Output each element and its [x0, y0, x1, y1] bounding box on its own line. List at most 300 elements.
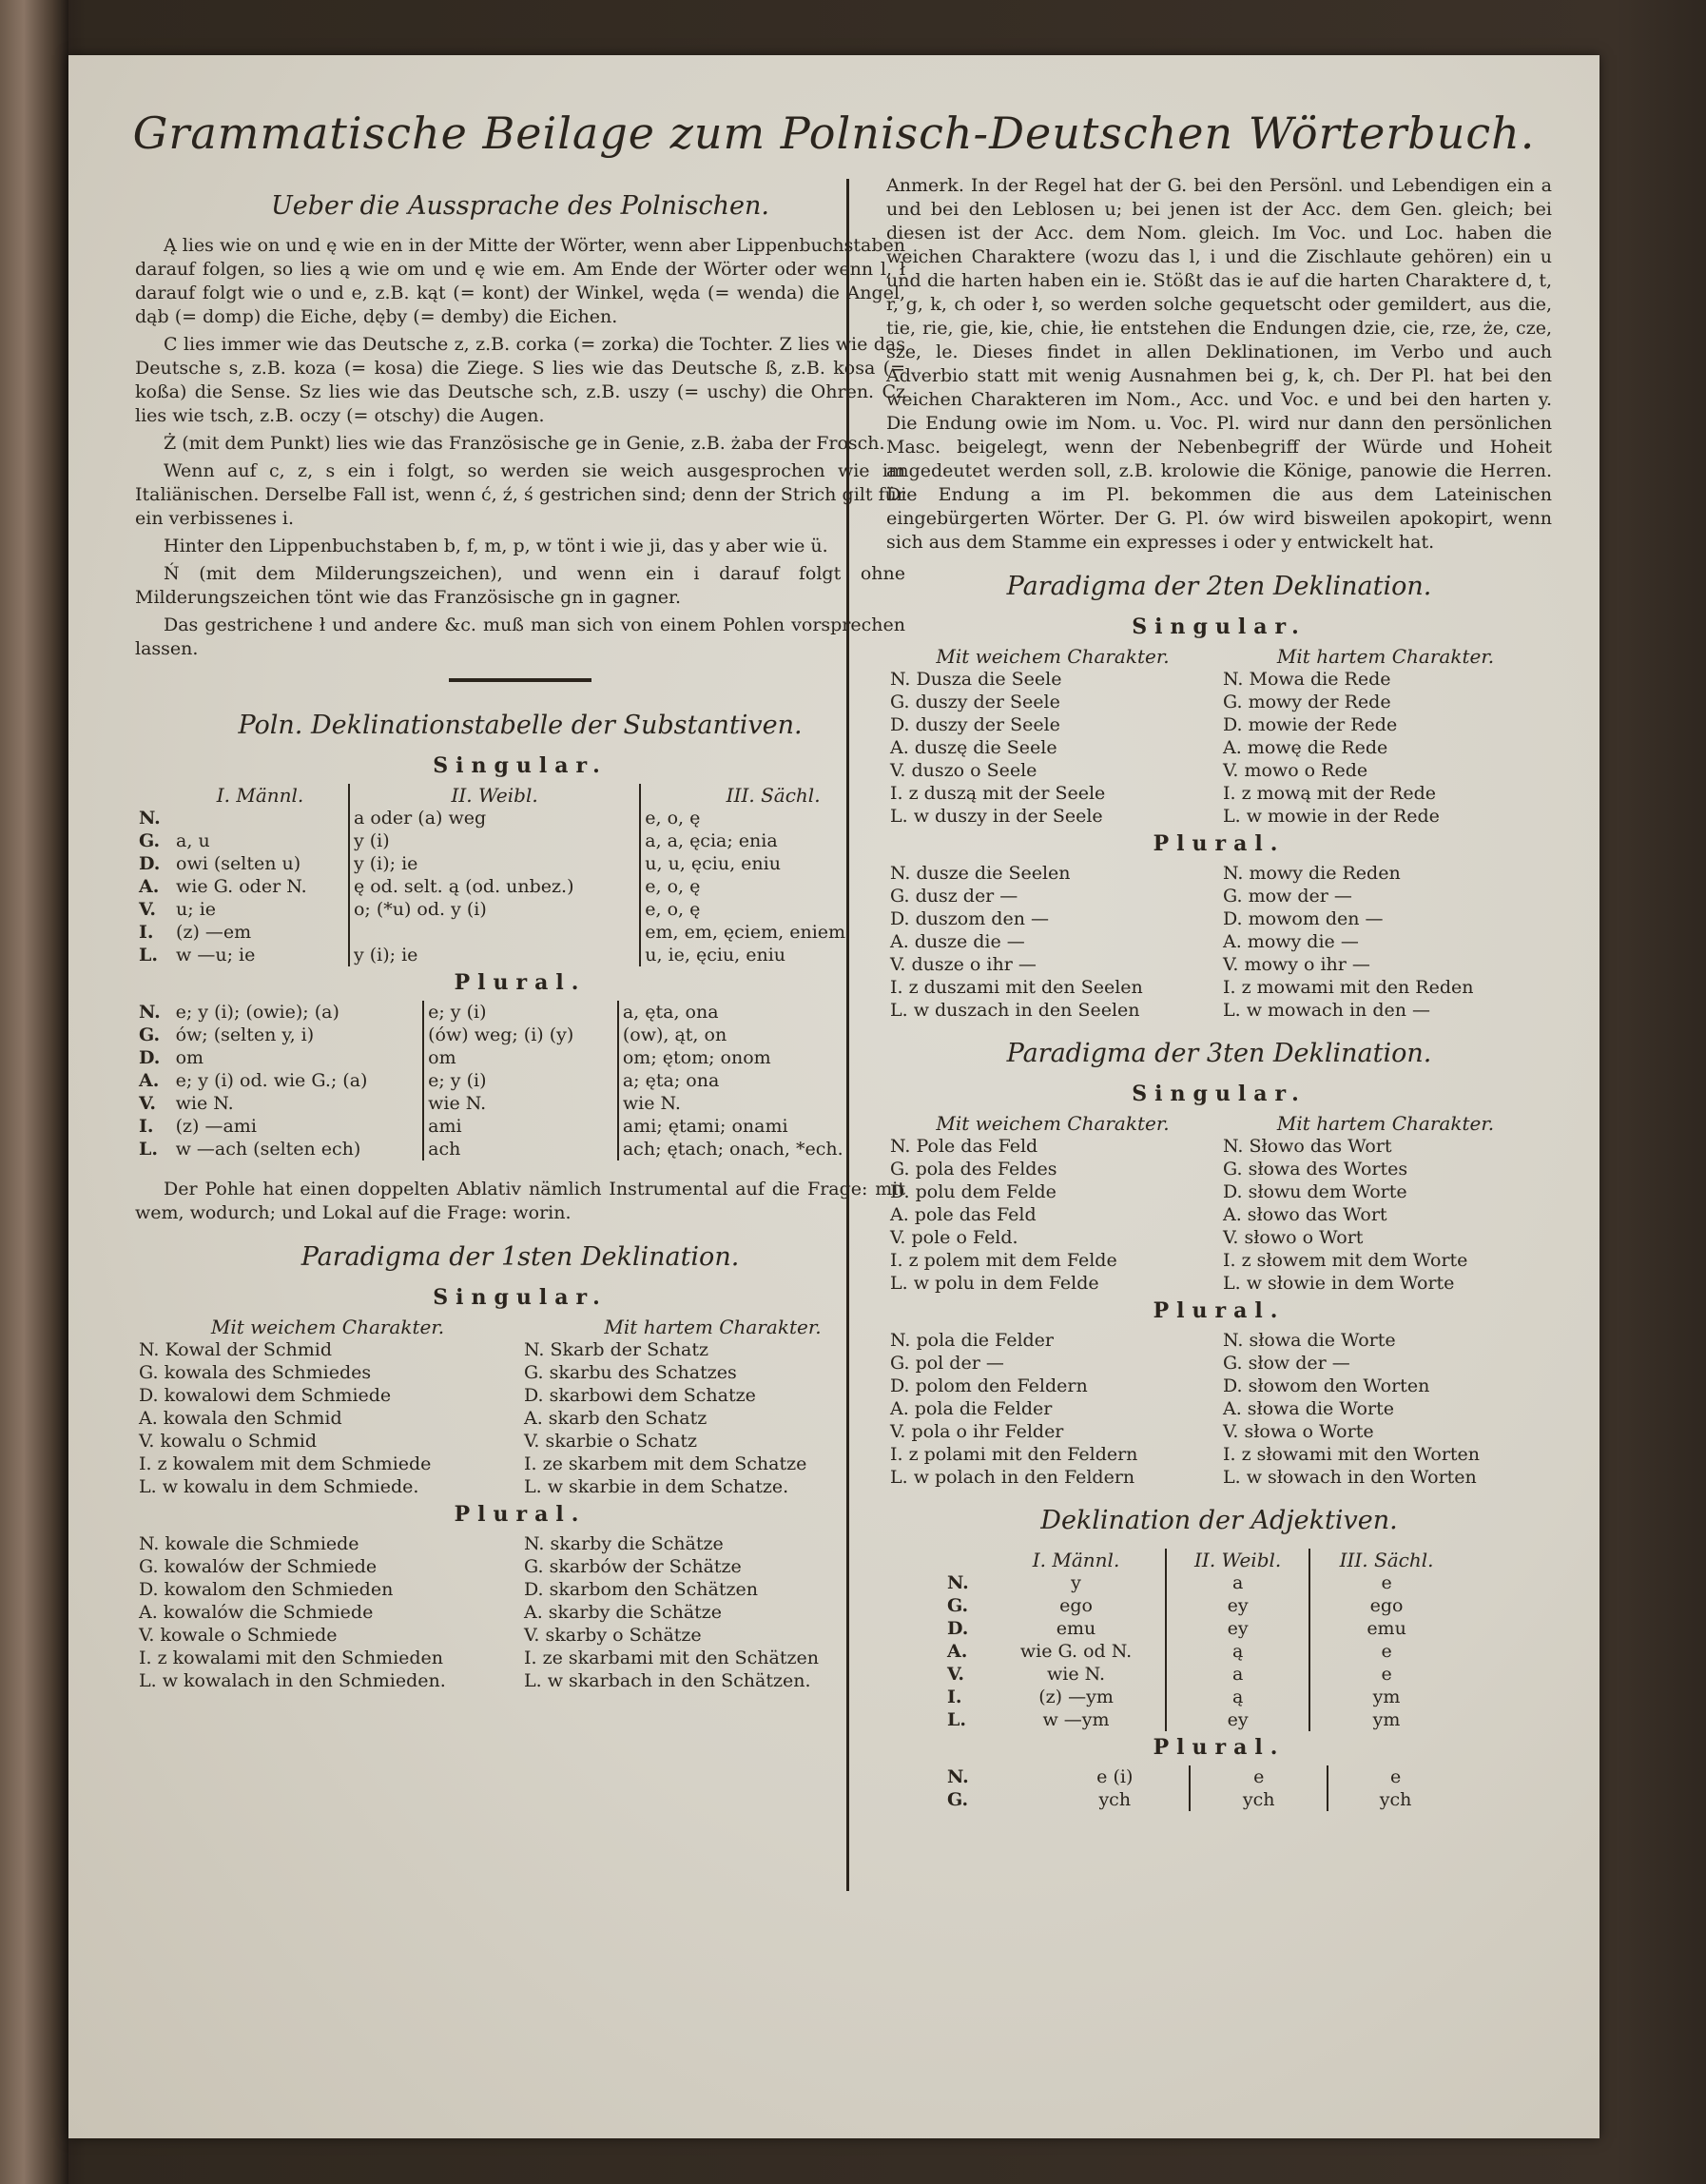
- paradigm-cell: V. skarbie o Schatz: [524, 1431, 698, 1452]
- table-cell: (z) —ami: [175, 1116, 257, 1137]
- table-cell: a; ęta; ona: [622, 1070, 720, 1091]
- paradigm-cell: N. mowy die Reden: [1223, 863, 1401, 884]
- table-cell: y (i); ie: [349, 852, 640, 875]
- table-row: [943, 1686, 1463, 1708]
- paradigm-cell: A. pole das Feld: [890, 1204, 1037, 1225]
- table-header-cell: II. Weibl.: [1166, 1549, 1309, 1571]
- paradigm-cell: I. z polami mit den Feldern: [890, 1444, 1138, 1465]
- paradigm-cell: I. z polem mit dem Felde: [890, 1250, 1117, 1271]
- table-cell: wie N.: [423, 1092, 618, 1115]
- table-cell: wie N.: [1047, 1664, 1106, 1685]
- table-cell: ego: [1369, 1595, 1404, 1616]
- table-cell: a: [1166, 1571, 1309, 1594]
- paradigm-cell: G. mow der —: [1223, 886, 1352, 907]
- table-row: [943, 1640, 1463, 1663]
- table-cell: e: [1381, 1664, 1392, 1685]
- paradigm-cell: A. pola die Felder: [890, 1398, 1053, 1419]
- table-cell: ami: [423, 1115, 618, 1138]
- page-title: Grammatische Beilage zum Polnisch-Deutschen Wörterbuch.: [132, 107, 1536, 159]
- paradigm-row: [886, 691, 1552, 713]
- paradigm2-plural-label: Plural.: [1153, 831, 1286, 856]
- table-row: [135, 1001, 905, 1024]
- paradigm-cell: G. pol der —: [890, 1353, 1004, 1374]
- table-cell: a: [1166, 1663, 1309, 1686]
- paradigm-row: [135, 1669, 905, 1692]
- table-cell: e: [1381, 1641, 1392, 1662]
- table-header-cell: I. Männl.: [216, 784, 304, 807]
- paradigm-row: [135, 1601, 905, 1624]
- paradigm-cell: L. w polach in den Feldern: [890, 1467, 1135, 1488]
- paradigm-cell: L. w duszach in den Seelen: [890, 1000, 1140, 1021]
- table-cell: I.: [139, 922, 154, 943]
- paradigm-row: [886, 953, 1552, 976]
- paradigm-cell: D. duszom den —: [890, 908, 1049, 929]
- paradigm-cell: L. w słowach in den Worten: [1223, 1467, 1477, 1488]
- paradigm-cell: A. mowy die —: [1223, 931, 1359, 952]
- table-cell: ym: [1372, 1709, 1401, 1730]
- table-header-cell: [943, 1549, 987, 1571]
- table-cell: om; ętom; onom: [622, 1047, 771, 1068]
- paradigm-row: [886, 907, 1552, 930]
- singular-label: Singular.: [433, 753, 608, 778]
- table-cell: ych: [1190, 1788, 1328, 1811]
- paradigm-cell: L. w kowalu in dem Schmiede.: [139, 1476, 419, 1497]
- paradigm1-singular: [135, 1316, 905, 1498]
- table-row: [135, 807, 905, 829]
- paradigm-row: [135, 1555, 905, 1578]
- table-cell: om: [423, 1046, 618, 1069]
- table-cell: G.: [139, 830, 161, 851]
- paradigm-cell: G. słowa des Wortes: [1223, 1159, 1408, 1180]
- table-cell: wie N.: [622, 1093, 681, 1114]
- paradigm1-plural-label: Plural.: [454, 1502, 587, 1527]
- paradigm2-heading: Paradigma der 2ten Deklination.: [1006, 572, 1432, 601]
- left-column: [135, 174, 905, 1692]
- paradigm-cell: A. kowala den Schmid: [139, 1408, 342, 1429]
- table-cell: ym: [1372, 1687, 1401, 1707]
- paradigm-cell: V. pole o Feld.: [890, 1227, 1018, 1248]
- table-cell: D.: [139, 853, 161, 874]
- paradigm-cell: L. w słowie in dem Worte: [1223, 1273, 1455, 1294]
- table-cell: e, o, ę: [645, 876, 701, 897]
- paradigm-cell: V. skarby o Schätze: [524, 1625, 702, 1646]
- paradigm-cell: V. kowalu o Schmid: [139, 1431, 318, 1452]
- table-cell: a, ęta, ona: [622, 1002, 719, 1023]
- table-header-cell: [135, 784, 172, 807]
- paradigm-row: [135, 1361, 905, 1384]
- paradigm-header-row: [886, 1112, 1552, 1135]
- paradigm-cell: N. Skarb der Schatz: [524, 1339, 709, 1360]
- weich-label: Mit weichem Charakter.: [936, 1112, 1170, 1135]
- paradigm-row: [135, 1647, 905, 1669]
- table-cell: N.: [947, 1766, 969, 1787]
- table-cell: ey: [1166, 1594, 1309, 1617]
- pronunciation-paragraph: C lies immer wie das Deutsche z, z.B. corka (= zorka) die Tochter. Z lies wie das Deutsche s, z.B. koza (= kosa) die Ziege. S lies wie das Deutsche ß, z.B. kosa (= koßa) die Sense. Sz lies wie das Deutsche sch, z.B. uszy (= uschy) die Ohren. Cz lies wie tsch, z.B. oczy (= otschy) die Augen.: [135, 334, 905, 426]
- paradigm-row: [135, 1407, 905, 1430]
- table-row: [135, 1092, 905, 1115]
- table-cell: a, a, ęcia; enia: [645, 830, 778, 851]
- paradigm-cell: A. skarb den Schatz: [524, 1408, 708, 1429]
- paradigm-cell: D. słowom den Worten: [1223, 1375, 1430, 1396]
- paradigm-row: [135, 1578, 905, 1601]
- table-cell: L.: [139, 1139, 158, 1160]
- paradigm-row: [886, 1226, 1552, 1249]
- paradigm-cell: V. duszo o Seele: [890, 760, 1037, 781]
- table-cell: a oder (a) weg: [349, 807, 640, 829]
- plural-label: Plural.: [454, 970, 587, 995]
- paradigm-cell: N. skarby die Schätze: [524, 1533, 724, 1554]
- table-cell: emu: [1056, 1618, 1096, 1639]
- paradigm-cell: N. kowale die Schmiede: [139, 1533, 359, 1554]
- table-header-cell: III. Sächl.: [1339, 1549, 1434, 1571]
- table-cell: e: [1381, 1572, 1392, 1593]
- table-cell: e: [1190, 1765, 1328, 1788]
- pronunciation-text: [135, 234, 905, 661]
- paradigm-row: [886, 1466, 1552, 1489]
- book-spine: [0, 0, 68, 2184]
- table-cell: e, o, ę: [645, 899, 701, 920]
- adjective-table-plural: [943, 1765, 1463, 1811]
- paradigm-cell: A. skarby die Schätze: [524, 1602, 723, 1623]
- paradigm-row: [886, 736, 1552, 759]
- paradigm-cell: D. skarbom den Schätzen: [524, 1579, 758, 1600]
- table-cell: em, em, ęciem, eniem: [645, 922, 846, 943]
- table-cell: L.: [947, 1709, 966, 1730]
- weich-label: Mit weichem Charakter.: [210, 1316, 445, 1338]
- paradigm-cell: I. z słowami mit den Worten: [1223, 1444, 1481, 1465]
- table-cell: ey: [1166, 1708, 1309, 1731]
- table-row: [943, 1788, 1463, 1811]
- table-row: [943, 1594, 1463, 1617]
- table-cell: V.: [139, 1093, 157, 1114]
- paradigm1-singular-label: Singular.: [433, 1285, 608, 1310]
- hart-label: Mit hartem Charakter.: [1276, 1112, 1495, 1135]
- table-cell: owi (selten u): [176, 853, 301, 874]
- adjective-table-singular: [943, 1549, 1463, 1731]
- table-cell: wie G. od N.: [1019, 1641, 1133, 1662]
- paradigm-row: [886, 1272, 1552, 1295]
- table-cell: ych: [1379, 1789, 1412, 1810]
- table-row: [943, 1663, 1463, 1686]
- table-cell: e (i): [1096, 1766, 1134, 1787]
- paradigm-cell: V. dusze o ihr —: [890, 954, 1037, 975]
- table-cell: w —ach (selten ech): [175, 1139, 361, 1160]
- paradigm-row: [886, 1158, 1552, 1180]
- paradigm-cell: A. mowę die Rede: [1223, 737, 1388, 758]
- paradigm-row: [886, 759, 1552, 782]
- paradigm-row: [886, 805, 1552, 828]
- table-cell: ach: [423, 1138, 618, 1160]
- paradigm-row: [135, 1475, 905, 1498]
- paradigm-cell: A. duszę die Seele: [890, 737, 1057, 758]
- paradigm-row: [886, 1203, 1552, 1226]
- table-cell: D.: [139, 1047, 161, 1068]
- paradigm-cell: A. słowa die Worte: [1223, 1398, 1394, 1419]
- paradigm-cell: N. dusze die Seelen: [890, 863, 1071, 884]
- paradigm-cell: N. Kowal der Schmid: [139, 1339, 332, 1360]
- hart-label: Mit hartem Charakter.: [604, 1316, 822, 1338]
- table-row: [943, 1708, 1463, 1731]
- table-header-row: [135, 784, 905, 807]
- paradigm-cell: V. kowale o Schmiede: [139, 1625, 338, 1646]
- paradigm-row: [886, 885, 1552, 907]
- anmerkung-note: Anmerk. In der Regel hat der G. bei den Persönl. und Lebendigen ein a und bei den Leblosen u; bei jenen ist der Acc. dem Gen. gleich; bei diesen ist der Acc. dem Nom. gleich. Im Voc. und Loc. haben die weichen Charaktere (wozu das l, i und die Zischlaute gehören) ein u und die harten haben ein ie. Stößt das ie auf die harten Charaktere d, t, r, g, k, ch oder ł, so werden solche gequetscht oder gemildert, aus die, tie, rie, gie, kie, chie, łie entstehen die Endungen dzie, cie, rze, że, cze, sze, le. Dieses findet in allen Deklinationen, im Verbo und auch Adverbio statt mit wenig Ausnahmen bei g, k, ch. Der Pl. hat bei den weichen Charakteren im Nom., Acc. und Voc. e und bei den harten y. Die Endung owie im Nom. u. Voc. Pl. wird nur dann den persönlichen Masc. beigelegt, wenn der Nebenbegriff der Würde und Hoheit angedeutet werden soll, z.B. krolowie die Könige, panowie die Herren. Die Endung a im Pl. bekommen die aus dem Lateinischen eingebürgerten Wörter. Der G. Pl. ów wird bisweilen apokopirt, wenn sich aus dem Stamme ein expresses i oder y entwickelt hat.: [886, 175, 1552, 553]
- adjective-heading: Deklination der Adjektiven.: [1040, 1506, 1398, 1535]
- paradigm-cell: G. kowalów der Schmiede: [139, 1556, 378, 1577]
- table-cell: ą: [1166, 1686, 1309, 1708]
- paradigm-row: [886, 1420, 1552, 1443]
- hart-label: Mit hartem Charakter.: [1276, 645, 1495, 668]
- table-cell: V.: [139, 899, 157, 920]
- paradigm-cell: N. Mowa die Rede: [1223, 669, 1391, 690]
- table-row: [943, 1617, 1463, 1640]
- table-cell: w —ym: [1042, 1709, 1110, 1730]
- table-cell: A.: [139, 876, 160, 897]
- declension-table-singular: [135, 784, 905, 966]
- table-cell: a, u: [176, 830, 210, 851]
- paradigm-row: [886, 999, 1552, 1022]
- paradigm-row: [886, 782, 1552, 805]
- table-row: [135, 898, 905, 921]
- paradigm-row: [886, 976, 1552, 999]
- paradigm-row: [135, 1624, 905, 1647]
- paradigm-cell: L. w mowie in der Rede: [1223, 806, 1440, 827]
- paradigm-cell: N. Pole das Feld: [890, 1136, 1038, 1157]
- table-cell: e; y (i); (owie); (a): [175, 1002, 339, 1023]
- paradigm-cell: G. dusz der —: [890, 886, 1018, 907]
- paradigm-header-row: [135, 1316, 905, 1338]
- paradigm-cell: A. kowalów die Schmiede: [139, 1602, 374, 1623]
- table-row: [135, 944, 905, 966]
- paradigm-cell: A. dusze die —: [890, 931, 1025, 952]
- paradigm-cell: D. kowalom den Schmieden: [139, 1579, 394, 1600]
- paradigm-row: [135, 1384, 905, 1407]
- paradigm-cell: G. kowala des Schmiedes: [139, 1362, 372, 1383]
- pronunciation-paragraph: Das gestrichene ł und andere &c. muß man sich von einem Pohlen vorsprechen lassen.: [135, 614, 905, 659]
- table-cell: [349, 921, 640, 944]
- paradigm-cell: V. pola o ihr Felder: [890, 1421, 1064, 1442]
- paradigm-cell: I. z duszą mit der Seele: [890, 783, 1106, 804]
- paradigm-cell: G. duszy der Seele: [890, 692, 1060, 712]
- table-row: [135, 852, 905, 875]
- paradigm-cell: I. z słowem mit dem Worte: [1223, 1250, 1468, 1271]
- paradigm-cell: G. pola des Feldes: [890, 1159, 1057, 1180]
- paradigm3-singular-label: Singular.: [1132, 1082, 1307, 1106]
- paradigm-cell: I. z mowami mit den Reden: [1223, 977, 1474, 998]
- paradigm2-singular-label: Singular.: [1132, 614, 1307, 639]
- table-cell: I.: [139, 1116, 154, 1137]
- table-cell: ami; ętami; onami: [622, 1116, 788, 1137]
- table-cell: u, ie, ęciu, eniu: [645, 945, 786, 965]
- table-cell: G.: [139, 1024, 161, 1045]
- paradigm3-singular: [886, 1112, 1552, 1295]
- paradigm-cell: I. z duszami mit den Seelen: [890, 977, 1143, 998]
- table-row: [135, 1024, 905, 1046]
- paradigm-row: [886, 1180, 1552, 1203]
- paradigm-cell: G. mowy der Rede: [1223, 692, 1391, 712]
- table-cell: N.: [947, 1572, 969, 1593]
- section-rule: [449, 678, 591, 682]
- table-cell: y: [1071, 1572, 1081, 1593]
- table-row: [135, 829, 905, 852]
- paradigm-cell: L. w skarbach in den Schätzen.: [524, 1670, 811, 1691]
- paradigm-cell: N. słowa die Worte: [1223, 1330, 1396, 1351]
- right-column: [886, 174, 1552, 1811]
- table-cell: (z) —em: [176, 922, 252, 943]
- table-header-row: [943, 1549, 1463, 1571]
- book-page: [68, 55, 1599, 2138]
- table-row: [135, 1069, 905, 1092]
- table-cell: o; (*u) od. y (i): [349, 898, 640, 921]
- table-cell: ą: [1166, 1640, 1309, 1663]
- table-row: [135, 1115, 905, 1138]
- table-cell: G.: [947, 1789, 969, 1810]
- table-cell: G.: [947, 1595, 969, 1616]
- paradigm2-plural: [886, 862, 1552, 1022]
- paradigm-row: [886, 1352, 1552, 1375]
- paradigm-cell: D. słowu dem Worte: [1223, 1181, 1407, 1202]
- paradigm-row: [886, 1443, 1552, 1466]
- paradigm-cell: I. ze skarbem mit dem Schatze: [524, 1453, 807, 1474]
- paradigm-row: [135, 1430, 905, 1453]
- paradigm-cell: V. słowa o Worte: [1223, 1421, 1374, 1442]
- paradigm-cell: D. kowalowi dem Schmiede: [139, 1385, 392, 1406]
- declension-table-plural: [135, 1001, 905, 1160]
- paradigm-row: [135, 1532, 905, 1555]
- paradigm2-singular: [886, 645, 1552, 828]
- weich-label: Mit weichem Charakter.: [936, 645, 1170, 668]
- table-cell: L.: [139, 945, 158, 965]
- paradigm-cell: D. polom den Feldern: [890, 1375, 1088, 1396]
- paradigm-cell: V. mowy o ihr —: [1223, 954, 1370, 975]
- paradigm-cell: I. ze skarbami mit den Schätzen: [524, 1648, 819, 1668]
- paradigm-cell: V. mowo o Rede: [1223, 760, 1368, 781]
- declension-table-heading: Poln. Deklinationstabelle der Substantiven.: [238, 711, 803, 740]
- table-cell: ego: [1059, 1595, 1093, 1616]
- table-cell: ey: [1166, 1617, 1309, 1640]
- paradigm-cell: L. w polu in dem Felde: [890, 1273, 1099, 1294]
- pronunciation-paragraph: Ż (mit dem Punkt) lies wie das Französische ge in Genie, z.B. żaba der Frosch.: [164, 433, 885, 454]
- table-cell: A.: [139, 1070, 160, 1091]
- table-cell: e; y (i): [423, 1001, 618, 1024]
- paradigm1-heading: Paradigma der 1sten Deklination.: [300, 1242, 740, 1272]
- table-cell: e; y (i) od. wie G.; (a): [175, 1070, 368, 1091]
- table-cell: (ow), ąt, on: [622, 1024, 727, 1045]
- paradigm-cell: I. z kowalem mit dem Schmiede: [139, 1453, 432, 1474]
- ablativ-note: Der Pohle hat einen doppelten Ablativ nämlich Instrumental auf die Frage: mit wem, wodurch; und Lokal auf die Frage: worin.: [135, 1179, 905, 1223]
- paradigm-cell: N. Dusza die Seele: [890, 669, 1062, 690]
- paradigm-row: [135, 1338, 905, 1361]
- table-cell: ych: [1098, 1789, 1132, 1810]
- table-cell: I.: [947, 1687, 962, 1707]
- paradigm-cell: G. skarbów der Schätze: [524, 1556, 742, 1577]
- table-row: [135, 1046, 905, 1069]
- paradigm-cell: D. polu dem Felde: [890, 1181, 1057, 1202]
- table-cell: y (i); ie: [349, 944, 640, 966]
- table-cell: N.: [139, 808, 161, 829]
- table-header-cell: I. Männl.: [1032, 1549, 1120, 1571]
- paradigm-cell: D. duszy der Seele: [890, 714, 1060, 735]
- paradigm-row: [886, 862, 1552, 885]
- table-cell: V.: [947, 1664, 965, 1685]
- paradigm-cell: D. skarbowi dem Schatze: [524, 1385, 756, 1406]
- paradigm-row: [886, 1375, 1552, 1397]
- table-cell: D.: [947, 1618, 969, 1639]
- table-cell: u, u, ęciu, eniu: [645, 853, 781, 874]
- table-cell: ę od. selt. ą (od. unbez.): [349, 875, 640, 898]
- table-cell: y (i): [349, 829, 640, 852]
- paradigm-cell: D. mowom den —: [1223, 908, 1384, 929]
- table-row: [943, 1765, 1463, 1788]
- paradigm-row: [886, 713, 1552, 736]
- paradigm-cell: L. w mowach in den —: [1223, 1000, 1430, 1021]
- pronunciation-paragraph: Ń (mit dem Milderungszeichen), und wenn ein i darauf folgt ohne Milderungszeichen tönt wie das Französische gn in gagner.: [135, 563, 905, 608]
- paradigm-cell: I. z kowalami mit den Schmieden: [139, 1648, 444, 1668]
- paradigm-row: [886, 1135, 1552, 1158]
- paradigm-cell: N. pola die Felder: [890, 1330, 1055, 1351]
- table-cell: A.: [947, 1641, 968, 1662]
- table-cell: N.: [139, 1002, 161, 1023]
- paradigm3-plural: [886, 1329, 1552, 1489]
- paradigm-cell: G. słow der —: [1223, 1353, 1350, 1374]
- paradigm-cell: N. Słowo das Wort: [1223, 1136, 1392, 1157]
- table-header-cell: III. Sächl.: [726, 784, 821, 807]
- paradigm-row: [886, 930, 1552, 953]
- paradigm-cell: L. w duszy in der Seele: [890, 806, 1103, 827]
- table-header-cell: II. Weibl.: [349, 784, 640, 807]
- paradigm3-plural-label: Plural.: [1153, 1298, 1286, 1323]
- paradigm-header-row: [886, 645, 1552, 668]
- paradigm-cell: I. z mową mit der Rede: [1223, 783, 1436, 804]
- pronunciation-heading: Ueber die Aussprache des Polnischen.: [271, 191, 769, 221]
- paradigm-cell: L. w skarbie in dem Schatze.: [524, 1476, 789, 1497]
- table-cell: ów; (selten y, i): [175, 1024, 315, 1045]
- paradigm-row: [886, 668, 1552, 691]
- paradigm-row: [886, 1329, 1552, 1352]
- paradigm1-plural: [135, 1532, 905, 1692]
- table-cell: e, o, ę: [645, 808, 701, 829]
- paradigm-cell: D. mowie der Rede: [1223, 714, 1398, 735]
- table-cell: e; y (i): [423, 1069, 618, 1092]
- table-cell: emu: [1367, 1618, 1406, 1639]
- paradigm-cell: G. skarbu des Schatzes: [524, 1362, 737, 1383]
- paradigm-cell: V. słowo o Wort: [1223, 1227, 1364, 1248]
- pronunciation-paragraph: Wenn auf c, z, s ein i folgt, so werden sie weich ausgesprochen wie im Italiänischen. Derselbe Fall ist, wenn ć, ź, ś gestrichen sind; denn der Strich gilt für ein verbissenes i.: [135, 460, 905, 529]
- table-row: [135, 875, 905, 898]
- table-row: [135, 1138, 905, 1160]
- pronunciation-paragraph: Ą lies wie on und ę wie en in der Mitte der Wörter, wenn aber Lippenbuchstaben darauf folgen, so lies ą wie om und ę wie em. Am Ende der Wörter oder wenn l, ł darauf folgt wie o und e, z.B. kąt (= kont) der Winkel, węda (= wenda) die Angel, dąb (= domp) die Eiche, dęby (= demby) die Eichen.: [135, 235, 905, 327]
- pronunciation-paragraph: Hinter den Lippenbuchstaben b, f, m, p, w tönt i wie ji, das y aber wie ü.: [164, 536, 828, 556]
- table-cell: (z) —ym: [1038, 1687, 1114, 1707]
- table-cell: (ów) weg; (i) (y): [423, 1024, 618, 1046]
- table-cell: u; ie: [176, 899, 217, 920]
- table-cell: om: [175, 1047, 204, 1068]
- table-cell: w —u; ie: [176, 945, 256, 965]
- table-row: [943, 1571, 1463, 1594]
- adjective-plural-label: Plural.: [1153, 1735, 1286, 1760]
- table-row: [135, 921, 905, 944]
- table-cell: e: [1389, 1766, 1402, 1787]
- table-cell: ach; ętach; onach, *ech.: [622, 1139, 843, 1160]
- paradigm-row: [886, 1249, 1552, 1272]
- paradigm-row: [135, 1453, 905, 1475]
- paradigm-cell: L. w kowalach in den Schmieden.: [139, 1670, 446, 1691]
- table-cell: [172, 807, 349, 829]
- paradigm-row: [886, 1397, 1552, 1420]
- table-cell: wie N.: [175, 1093, 234, 1114]
- table-cell: wie G. oder N.: [176, 876, 307, 897]
- paradigm3-heading: Paradigma der 3ten Deklination.: [1006, 1039, 1432, 1068]
